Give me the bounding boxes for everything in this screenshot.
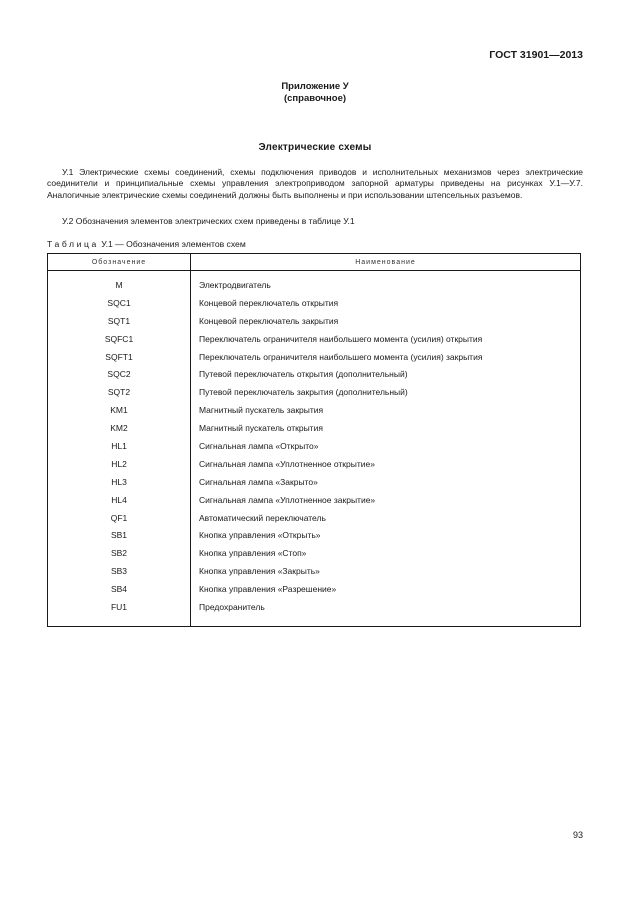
cell-code: SQFC1 — [48, 330, 191, 348]
elements-table — [47, 253, 581, 627]
cell-name: Сигнальная лампа «Уплотненное открытие» — [191, 455, 581, 473]
cell-code: SQC1 — [48, 294, 191, 312]
cell-name: Магнитный пускатель закрытия — [191, 401, 581, 419]
table-row — [48, 455, 581, 473]
cell-code: KM2 — [48, 419, 191, 437]
table-row — [48, 491, 581, 509]
cell-name: Кнопка управления «Открыть» — [191, 526, 581, 544]
cell-code: SB2 — [48, 544, 191, 562]
cell-name: Электродвигатель — [191, 271, 581, 294]
table-row — [48, 580, 581, 598]
table-row — [48, 365, 581, 383]
cell-name: Сигнальная лампа «Закрыто» — [191, 473, 581, 491]
appendix-title: Приложение У — [281, 81, 349, 92]
cell-name: Сигнальная лампа «Уплотненное закрытие» — [191, 491, 581, 509]
table-caption — [47, 239, 246, 249]
table-row — [48, 509, 581, 527]
paragraph-1: У.1 Электрические схемы соединений, схемы подключения приводов и исполнительных механизмов через электрические соединители и принципиальные схемы управления электроприводом запорной арматуры приведены на рисунках У.1—У.7. Аналогичные электрические схемы соединений должны быть выполнены и при использовании штепсельных разъемов. — [47, 167, 583, 200]
cell-name: Предохранитель — [191, 598, 581, 627]
section-title: Электрические схемы — [258, 142, 372, 153]
cell-name: Магнитный пускатель открытия — [191, 419, 581, 437]
table-row — [48, 437, 581, 455]
paragraph-2: У.2 Обозначения элементов электрических схем приведены в таблице У.1 — [62, 216, 355, 226]
cell-code: SQT2 — [48, 383, 191, 401]
page-number: 93 — [572, 830, 583, 840]
cell-name: Кнопка управления «Закрыть» — [191, 562, 581, 580]
cell-name: Кнопка управления «Разрешение» — [191, 580, 581, 598]
cell-code: HL3 — [48, 473, 191, 491]
cell-code: SB3 — [48, 562, 191, 580]
table-caption-text: У.1 — Обозначения элементов схем — [101, 239, 246, 249]
cell-code: SQT1 — [48, 312, 191, 330]
table-row — [48, 473, 581, 491]
cell-name: Путевой переключатель открытия (дополнительный) — [191, 365, 581, 383]
cell-name: Концевой переключатель закрытия — [191, 312, 581, 330]
appendix-subtitle: (справочное) — [283, 93, 347, 104]
table-header-row — [48, 254, 581, 271]
table-row — [48, 383, 581, 401]
cell-code: HL1 — [48, 437, 191, 455]
cell-code: FU1 — [48, 598, 191, 627]
cell-name: Переключатель ограничителя наибольшего момента (усилия) открытия — [191, 330, 581, 348]
table-caption-word: Таблица — [47, 239, 99, 249]
column-header-name: Наименование — [191, 254, 581, 271]
table-row — [48, 312, 581, 330]
table-row — [48, 294, 581, 312]
appendix-heading — [0, 81, 630, 105]
column-header-code: Обозначение — [48, 254, 191, 271]
table-row — [48, 330, 581, 348]
cell-name: Автоматический переключатель — [191, 509, 581, 527]
table-row — [48, 419, 581, 437]
table-row — [48, 544, 581, 562]
cell-name: Концевой переключатель открытия — [191, 294, 581, 312]
table-row — [48, 526, 581, 544]
table-row — [48, 562, 581, 580]
cell-code: SQC2 — [48, 365, 191, 383]
table-row — [48, 348, 581, 366]
cell-code: QF1 — [48, 509, 191, 527]
table-row — [48, 271, 581, 294]
cell-name: Сигнальная лампа «Открыто» — [191, 437, 581, 455]
cell-code: KM1 — [48, 401, 191, 419]
table-row — [48, 401, 581, 419]
table-row — [48, 598, 581, 627]
cell-code: SQFT1 — [48, 348, 191, 366]
document-standard-code: ГОСТ 31901—2013 — [489, 49, 583, 61]
cell-code: SB4 — [48, 580, 191, 598]
cell-code: HL4 — [48, 491, 191, 509]
cell-name: Кнопка управления «Стоп» — [191, 544, 581, 562]
cell-code: SB1 — [48, 526, 191, 544]
cell-name: Путевой переключатель закрытия (дополнительный) — [191, 383, 581, 401]
cell-name: Переключатель ограничителя наибольшего момента (усилия) закрытия — [191, 348, 581, 366]
cell-code: HL2 — [48, 455, 191, 473]
cell-code: M — [48, 271, 191, 294]
